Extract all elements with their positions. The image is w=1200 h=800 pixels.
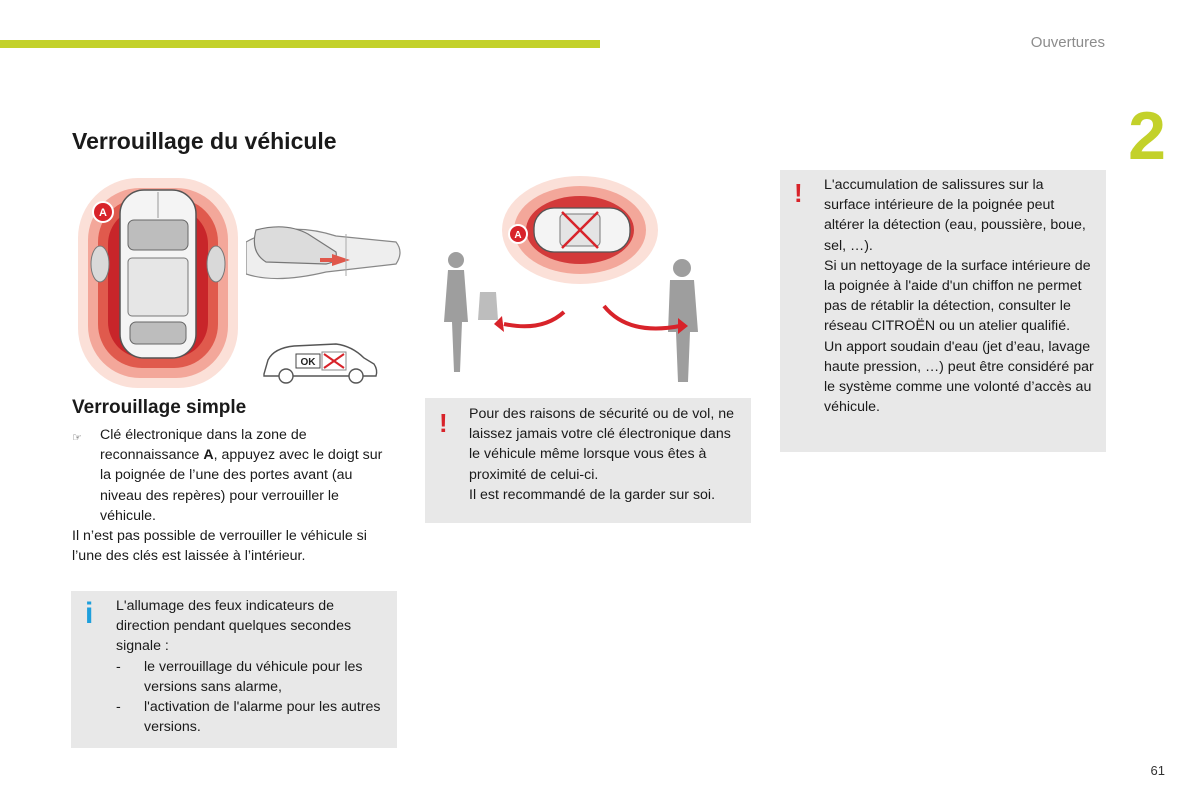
car-side-illustration — [260, 338, 380, 388]
page-title: Verrouillage du véhicule — [72, 128, 337, 154]
info-intro: L'allumage des feux indicateurs de direction pendant quelques secondes signale : — [116, 598, 352, 655]
list-item: - le verrouillage du véhicule pour les versions sans alarme, — [116, 658, 363, 695]
warning-paragraph: Il est recommandé de la garder sur soi. — [469, 486, 716, 503]
warning-box-middle — [425, 398, 751, 523]
warning-icon: ! — [794, 178, 803, 208]
door-handle-hand-illustration — [246, 212, 406, 292]
car-detection-zone-illustration — [78, 178, 238, 388]
info-box — [71, 591, 397, 748]
bullet-text: Clé électronique dans la zone de reconnaissance A, appuyez avec le doigt sur la poignée de l’une des portes avant (au niveau des repères) pour verrouiller le véhicule. — [100, 427, 383, 524]
warning-paragraph: Un apport soudain d'eau (jet d’eau, lavage haute pression, …) peut être considéré par le système comme une volonté d’accès au véhicule. — [824, 338, 1094, 416]
info-icon: i — [85, 597, 94, 630]
zone-label-a: A — [99, 207, 107, 219]
page-number: 61 — [1150, 763, 1165, 778]
warning-box-right — [780, 170, 1106, 452]
section-title: Ouvertures — [1030, 34, 1105, 51]
warning-paragraph: Si un nettoyage de la surface intérieure de la poignée à l'aide d'un chiffon ne permet pas de rétablir la détection, consulter le réseau CITROËN ou un atelier qualifié. — [824, 257, 1091, 335]
ok-label: OK — [300, 357, 316, 368]
key-range-people-illustration — [432, 172, 710, 386]
header-accent-bar — [0, 40, 600, 48]
pointing-hand-icon: ☞ — [72, 432, 82, 444]
lock-note: Il n’est pas possible de verrouiller le véhicule si l’une des clés est laissée à l’intérieur. — [72, 528, 367, 565]
warning-icon: ! — [439, 408, 448, 438]
warning-paragraph: L'accumulation de salissures sur la surface intérieure de la poignée peut altérer la détection (eau, poussière, boue, sel, …). — [824, 177, 1086, 254]
chapter-number: 2 — [1128, 98, 1166, 174]
subsection-title: Verrouillage simple — [72, 397, 247, 418]
warning-paragraph: Pour des raisons de sécurité ou de vol, ne laissez jamais votre clé électronique dans le véhicule même lorsque vous êtes à proximité de celui-ci. — [469, 406, 734, 483]
bullet-item — [72, 425, 392, 526]
list-item: - l'activation de l'alarme pour les autres versions. — [116, 699, 381, 736]
zone-label-a-2: A — [514, 230, 522, 241]
